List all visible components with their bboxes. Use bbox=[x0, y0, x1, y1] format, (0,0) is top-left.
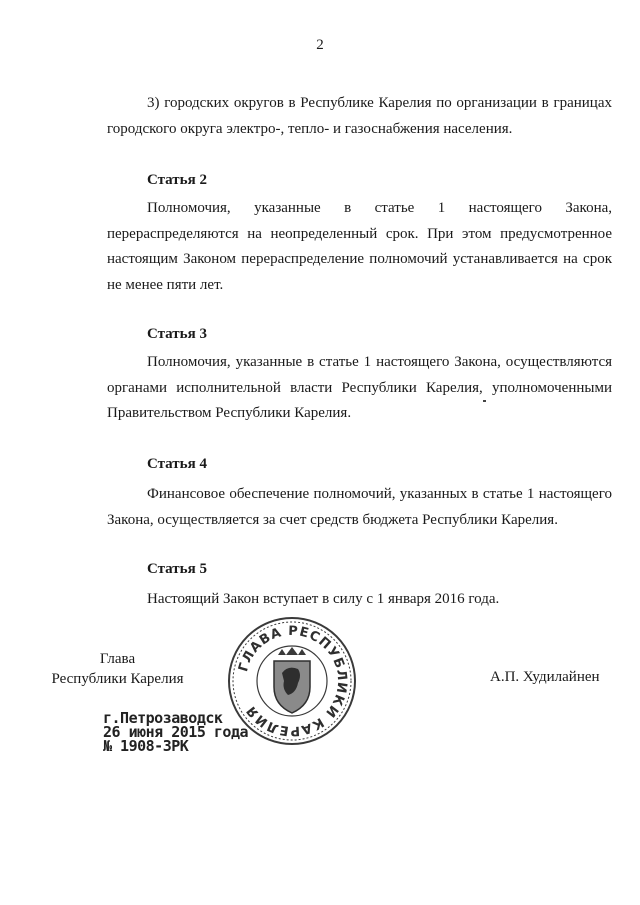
article-2-heading: Статья 2 bbox=[147, 172, 207, 188]
registration-place: г.Петрозаводск bbox=[103, 709, 223, 727]
page-number: 2 bbox=[316, 37, 324, 53]
article-3-heading: Статья 3 bbox=[147, 326, 207, 342]
ink-dot bbox=[483, 400, 486, 402]
signature-title-line2: Республики Карелия bbox=[51, 671, 184, 687]
paragraph-text: 3) городских округов в Республике Карелия по организации в границах городского округа электро-, тепло- и газоснабжения населения. bbox=[107, 95, 612, 137]
article-4-body: Финансовое обеспечение полномочий, указанных в статье 1 настоящего Закона, осуществляется за счет средств бюджета Республики Карелия. bbox=[107, 486, 612, 528]
seal-text: ГЛАВА РЕСПУБЛИКИ КАРЕЛИЯ bbox=[236, 623, 350, 739]
article-2-body: Полномочия, указанные в статье 1 настоящего Закона, перераспределяются на неопределенный срок. При этом предусмотренное настоящим Законом перераспределение полномочий устанавливается на срок не менее пяти лет. bbox=[107, 200, 612, 293]
article-4-text bbox=[107, 482, 612, 533]
article-2-text bbox=[107, 196, 612, 298]
registration-date: 26 июня 2015 года bbox=[103, 723, 249, 741]
signature-title-line1: Глава bbox=[99, 651, 136, 667]
article-5-heading: Статья 5 bbox=[147, 561, 207, 577]
article-5-text bbox=[107, 587, 612, 613]
paragraph-item-3 bbox=[107, 91, 612, 142]
article-3-body: Полномочия, указанные в статье 1 настоящего Закона, осуществляются органами исполнительной власти Республики Карелия, уполномоченными Правительством Республики Карелия. bbox=[107, 354, 612, 421]
article-5-body: Настоящий Закон вступает в силу с 1 января 2016 года. bbox=[147, 591, 500, 607]
article-3-text bbox=[107, 350, 612, 427]
signatory-name: А.П. Худилайнен bbox=[490, 669, 600, 685]
registration-number: № 1908-ЗРК bbox=[103, 737, 189, 755]
article-4-heading: Статья 4 bbox=[147, 456, 207, 472]
